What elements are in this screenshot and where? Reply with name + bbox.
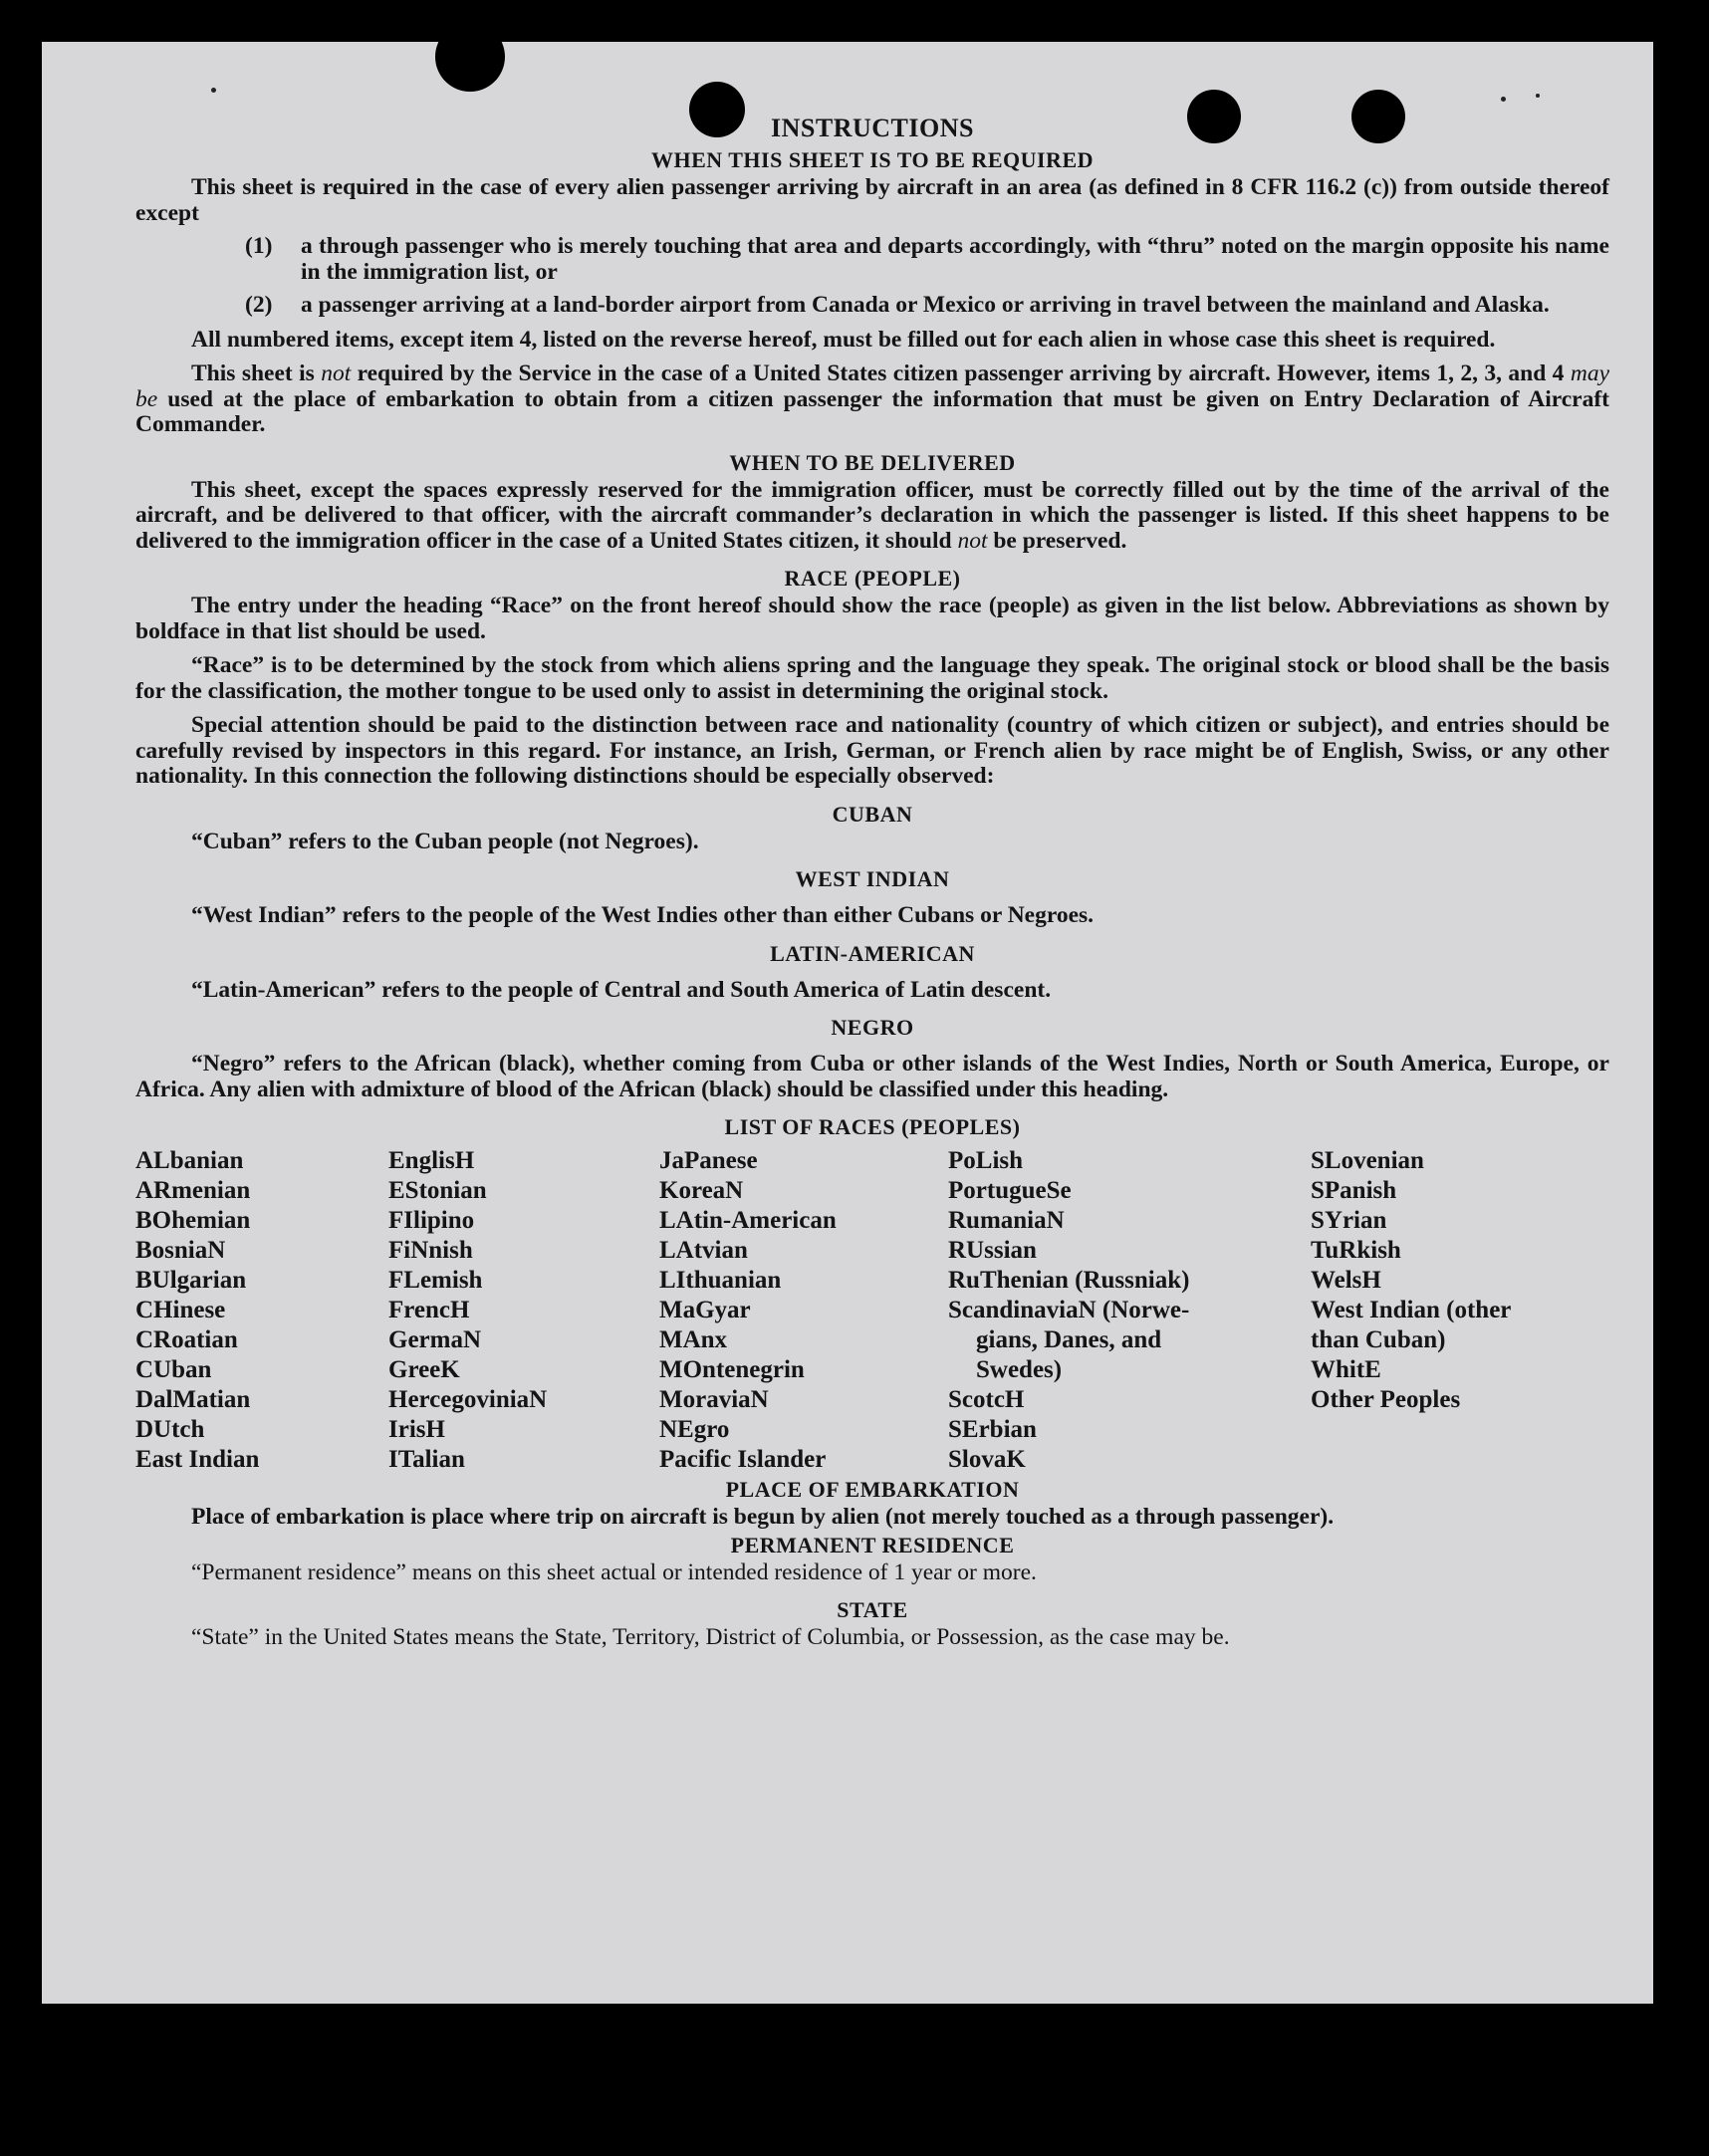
race-entry: LAtvian xyxy=(659,1237,748,1264)
race-entry: ScotcH xyxy=(948,1386,1025,1413)
heading-west-indian: WEST INDIAN xyxy=(795,866,950,891)
race-entry: EStonian xyxy=(388,1177,487,1204)
heading-when-delivered: WHEN TO BE DELIVERED xyxy=(729,449,1016,475)
heading-permanent-residence: PERMANENT RESIDENCE xyxy=(730,1532,1015,1557)
race-entry: MoraviaN xyxy=(659,1386,769,1413)
paragraph-race-nationality: Special attention should be paid to the distinction between race and nationality (country of which citizen or subject), and entries should be carefully revised by inspectors in this regard. For instance, an Irish, German, or French alien by race might be of English, Swiss, or any other nationality. In this connection the following distinctions should be especially observed: xyxy=(135,712,1609,789)
race-entry: ARmenian xyxy=(135,1177,251,1204)
punch-hole-damage xyxy=(435,42,505,92)
race-entry: RuThenian (Russniak) xyxy=(948,1267,1190,1294)
race-entry: DalMatian xyxy=(135,1386,251,1413)
paragraph-west-indian: “West Indian” refers to the people of the West Indies other than either Cubans or Negroes. xyxy=(191,902,1095,928)
race-entry-continued: than Cuban) xyxy=(1311,1326,1446,1353)
paper-speck xyxy=(1501,97,1506,102)
heading-cuban: CUBAN xyxy=(832,801,913,827)
race-entry: IrisH xyxy=(388,1416,445,1443)
paragraph-delivery: This sheet, except the spaces expressly reserved for the immigration officer, must be correctly filled out by the time of the arrival of the aircraft, and be delivered to that officer, with the aircraft commander’s declaration in which the passenger is listed. If this sheet happens to be delivered to the immigration officer in the case of a United States citizen, it should not be preserved. xyxy=(135,476,1609,554)
heading-state: STATE xyxy=(837,1597,908,1622)
race-entry: GermaN xyxy=(388,1326,482,1353)
paragraph-state: “State” in the United States means the State, Territory, District of Columbia, or Possession, as the case may be. xyxy=(191,1624,1230,1650)
race-entry-continued: gians, Danes, and xyxy=(976,1326,1162,1353)
race-entry: BOhemian xyxy=(135,1207,251,1234)
race-entry: PoLish xyxy=(948,1147,1024,1174)
paragraph-citizen-passenger: This sheet is not required by the Service in the case of a United States citizen passenger arriving by aircraft. However, items 1, 2, 3, and 4 may be used at the place of embarkation to obtain from a citizen passenger the information that must be given on Entry Declaration of Aircraft Commander. xyxy=(135,360,1609,437)
heading-negro: NEGRO xyxy=(831,1015,914,1040)
race-entry: CRoatian xyxy=(135,1326,238,1353)
paragraph-cuban: “Cuban” refers to the Cuban people (not Negroes). xyxy=(191,828,699,854)
paragraph-latin-american: “Latin-American” refers to the people of Central and South America of Latin descent. xyxy=(191,976,1052,1003)
race-entry: FrencH xyxy=(388,1297,470,1323)
races-column-2 xyxy=(388,1146,659,1475)
paragraph-embarkation: Place of embarkation is place where trip on aircraft is begun by alien (not merely touched as a through passenger). xyxy=(191,1504,1335,1530)
race-entry: LIthuanian xyxy=(659,1267,782,1294)
exception-item xyxy=(245,293,1609,319)
heading-list-of-races: LIST OF RACES (PEOPLES) xyxy=(724,1114,1021,1139)
races-column-4 xyxy=(948,1146,1311,1475)
race-entry: RumaniaN xyxy=(948,1207,1065,1234)
race-entry: MOntenegrin xyxy=(659,1356,805,1383)
page-title: INSTRUCTIONS xyxy=(771,114,974,142)
race-entry: West Indian (other xyxy=(1311,1297,1512,1323)
paper-speck xyxy=(1536,94,1540,98)
races-column-1 xyxy=(135,1146,388,1475)
heading-when-required: WHEN THIS SHEET IS TO BE REQUIRED xyxy=(650,147,1095,172)
race-entry: SlovaK xyxy=(948,1446,1026,1473)
race-entry: HercegoviniaN xyxy=(388,1386,548,1413)
race-entry: TuRkish xyxy=(1311,1237,1401,1264)
paragraph-negro: “Negro” refers to the African (black), whether coming from Cuba or other islands of the West Indies, North or South America, Europe, or Africa. Any alien with admixture of blood of the African (black) should be classified under this heading. xyxy=(135,1051,1609,1102)
paragraph-residence: “Permanent residence” means on this sheet actual or intended residence of 1 year or more. xyxy=(191,1558,1037,1585)
race-entry: CUban xyxy=(135,1356,212,1383)
race-entry: ScandinaviaN (Norwe- xyxy=(948,1297,1190,1323)
item-number: (1) xyxy=(245,233,273,259)
race-entry: GreeK xyxy=(388,1356,460,1383)
paragraph-numbered-items: All numbered items, except item 4, listed on the reverse hereof, must be filled out for each alien in whose case this sheet is required. xyxy=(191,326,1496,353)
race-entry: LAtin-American xyxy=(659,1207,837,1234)
race-entry: BosniaN xyxy=(135,1237,226,1264)
paper-speck xyxy=(211,88,216,93)
races-column-3 xyxy=(659,1146,948,1475)
race-entry: MAnx xyxy=(659,1326,728,1353)
race-entry: WhitE xyxy=(1311,1356,1381,1383)
item-number: (2) xyxy=(245,292,273,318)
race-entry: PortugueSe xyxy=(948,1177,1072,1204)
races-column-5 xyxy=(1311,1146,1580,1475)
race-entry: SYrian xyxy=(1311,1207,1387,1234)
race-entry: ITalian xyxy=(388,1446,465,1473)
instructions-content xyxy=(135,112,1609,1651)
race-entry: NEgro xyxy=(659,1416,730,1443)
exception-item xyxy=(245,234,1609,285)
heading-latin-american: LATIN-AMERICAN xyxy=(770,940,975,966)
paragraph-required-intro: This sheet is required in the case of every alien passenger arriving by aircraft in an area (as defined in 8 CFR 116.2 (c)) from outside thereof except xyxy=(135,174,1609,226)
race-entry: Pacific Islander xyxy=(659,1446,827,1473)
race-entry: EnglisH xyxy=(388,1147,475,1174)
race-entry: JaPanese xyxy=(659,1147,758,1174)
race-entry: SPanish xyxy=(1311,1177,1397,1204)
race-entry-continued: Swedes) xyxy=(976,1356,1063,1383)
race-entry: BUlgarian xyxy=(135,1267,247,1294)
race-entry: SLovenian xyxy=(1311,1147,1424,1174)
race-entry: DUtch xyxy=(135,1416,205,1443)
document-sheet xyxy=(42,42,1653,2004)
race-entry: WelsH xyxy=(1311,1267,1381,1294)
race-entry: SErbian xyxy=(948,1416,1037,1443)
race-entry: FLemish xyxy=(388,1267,483,1294)
race-entry: RUssian xyxy=(948,1237,1037,1264)
paragraph-race-determination: “Race” is to be determined by the stock from which aliens spring and the language they speak. The original stock or blood shall be the basis for the classification, the mother tongue to be used only to assist in determining the original stock. xyxy=(135,652,1609,704)
item-text: a through passenger who is merely touching that area and departs accordingly, with “thru” noted on the margin opposite his name in the immigration list, or xyxy=(301,233,1609,285)
race-entry: CHinese xyxy=(135,1297,226,1323)
races-list xyxy=(135,1146,1609,1475)
race-entry: East Indian xyxy=(135,1446,260,1473)
race-entry: ALbanian xyxy=(135,1147,244,1174)
heading-place-of-embarkation: PLACE OF EMBARKATION xyxy=(725,1477,1020,1502)
heading-race: RACE (PEOPLE) xyxy=(784,566,961,591)
paragraph-race-entry: The entry under the heading “Race” on the front hereof should show the race (people) as given in the list below. Abbreviations as shown by boldface in that list should be used. xyxy=(135,593,1609,644)
race-entry: Other Peoples xyxy=(1311,1386,1461,1413)
race-entry: KoreaN xyxy=(659,1177,744,1204)
item-text: a passenger arriving at a land-border airport from Canada or Mexico or arriving in travel between the mainland and Alaska. xyxy=(301,292,1550,318)
race-entry: MaGyar xyxy=(659,1297,751,1323)
race-entry: FIlipino xyxy=(388,1207,475,1234)
race-entry: FiNnish xyxy=(388,1237,473,1264)
